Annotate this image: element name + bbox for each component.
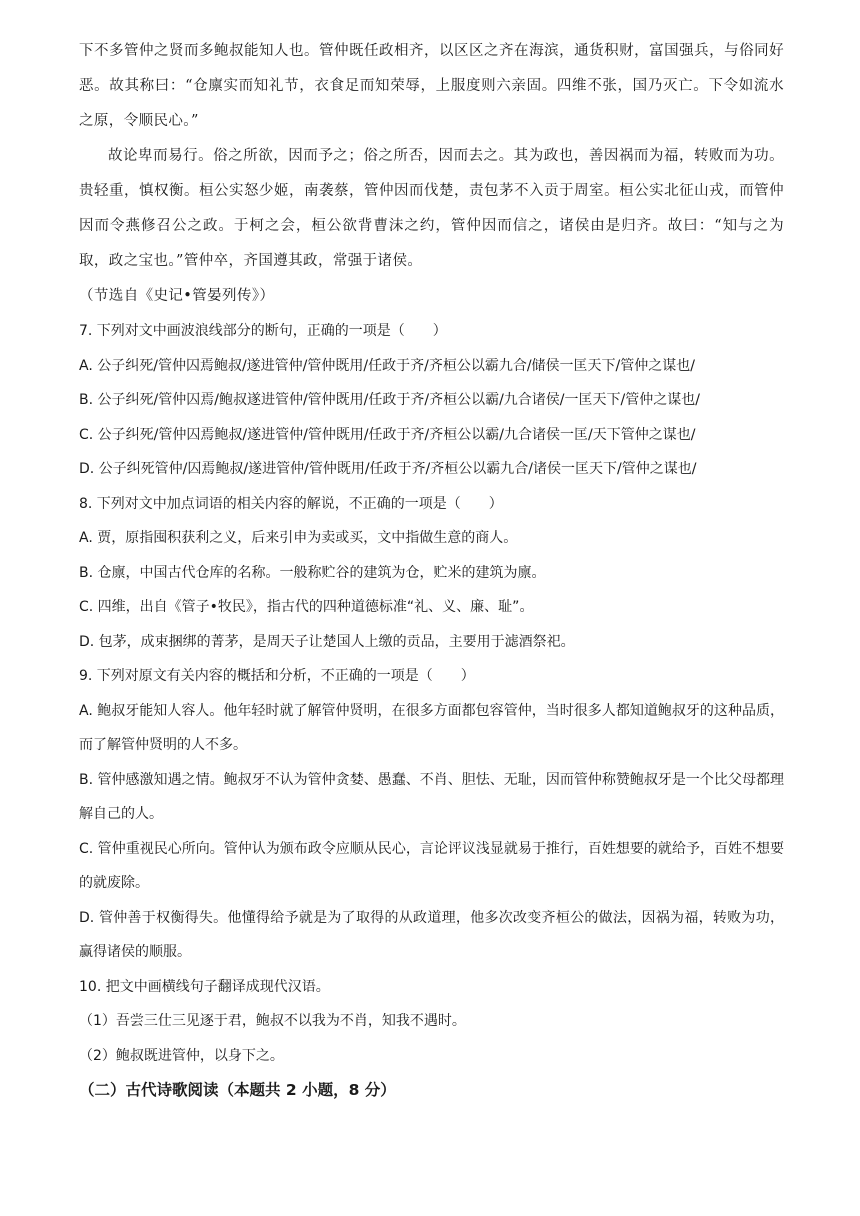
option-c: C. 公子纠死/管仲囚焉鲍叔/遂进管仲/管仲既用/任政于齐/齐桓公以霸/九合诸侯一匡/天下管仲之谋也/: [79, 426, 696, 443]
question-10: [79, 970, 784, 1074]
question-7: [79, 314, 784, 487]
classical-passage: [79, 34, 784, 314]
passage-paragraph: 下不多管仲之贤而多鲍叔能知人也。管仲既任政相齐，以区区之齐在海滨，通货积财，富国强兵，与俗同好恶。故其称曰：“仓廪实而知礼节，衣食足而知荣辱，上服度则六亲固。四维不张，国乃灭亡。下令如流水之原，令顺民心。”: [79, 43, 784, 129]
option-a: A. 贾，原指囤积获利之义，后来引申为卖或买，文中指做生意的商人。: [79, 530, 518, 546]
option-b: B. 仓廪，中国古代仓库的名称。一般称贮谷的建筑为仓，贮米的建筑为廪。: [79, 564, 546, 581]
translation-item-1: （1）吾尝三仕三见逐于君，鲍叔不以我为不肖，知我不遇时。: [79, 1013, 466, 1029]
question-stem: 7. 下列对文中画波浪线部分的断句，正确的一项是（ ）: [79, 323, 447, 339]
question-9: [79, 659, 784, 970]
option-c: C. 管仲重视民心所向。管仲认为颁布政令应顺从民心，言论评议浅显就易于推行，百姓想要的就给予，百姓不想要的就废除。: [79, 840, 784, 891]
translation-item-2: （2）鲍叔既进管仲，以身下之。: [79, 1047, 284, 1064]
option-a: A. 鲍叔牙能知人容人。他年轻时就了解管仲贤明，在很多方面都包容管仲，当时很多人都知道鲍叔牙的这种品质，而了解管仲贤明的人不多。: [79, 702, 784, 753]
option-c: C. 四维，出自《管子•牧民》，指古代的四种道德标准“礼、义、廉、耻”。: [79, 599, 534, 615]
option-b: B. 管仲感激知遇之情。鲍叔牙不认为管仲贪婪、愚蠢、不肖、胆怯、无耻，因而管仲称赞鲍叔牙是一个比父母都理解自己的人。: [79, 771, 784, 822]
passage-paragraph: 故论卑而易行。俗之所欲，因而予之；俗之所否，因而去之。其为政也，善因祸而为福，转败而为功。贵轻重，慎权衡。桓公实怒少姬，南袭蔡，管仲因而伐楚，责包茅不入贡于周室。桓公实北征山戎，而管仲因而令燕修召公之政。于柯之会，桓公欲背曹沫之约，管仲因而信之，诸侯由是归齐。故曰：“知与之为取，政之宝也。”管仲卒，齐国遵其政，常强于诸侯。: [79, 148, 784, 269]
option-b: B. 公子纠死/管仲囚焉/鲍叔遂进管仲/管仲既用/任政于齐/齐桓公以霸/九合诸侯/一匡天下/管仲之谋也/: [79, 392, 700, 408]
question-8: [79, 487, 784, 660]
question-stem: 9. 下列对原文有关内容的概括和分析，不正确的一项是（ ）: [79, 668, 475, 684]
passage-source: （节选自《史记•管晏列传》）: [79, 288, 275, 304]
exam-page: [79, 34, 784, 1108]
option-d: D. 公子纠死管仲/囚焉鲍叔/遂进管仲/管仲既用/任政于齐/齐桓公以霸九合/诸侯一匡天下/管仲之谋也/: [79, 461, 697, 477]
section-heading: （二）古代诗歌阅读（本题共 2 小题，8 分）: [79, 1081, 396, 1099]
option-a: A. 公子纠死/管仲囚焉鲍叔/遂进管仲/管仲既用/任政于齐/齐桓公以霸九合/储侯一匡天下/管仲之谋也/: [79, 357, 695, 374]
option-d: D. 管仲善于权衡得失。他懂得给予就是为了取得的从政道理，他多次改变齐桓公的做法，因祸为福，转败为功，赢得诸侯的顺服。: [79, 909, 784, 960]
question-stem: 8. 下列对文中加点词语的相关内容的解说，不正确的一项是（ ）: [79, 495, 503, 512]
question-stem: 10. 把文中画横线句子翻译成现代汉语。: [79, 978, 330, 995]
option-d: D. 包茅，成束捆绑的菁茅，是周天子让楚国人上缴的贡品，主要用于滤酒祭祀。: [79, 633, 575, 650]
